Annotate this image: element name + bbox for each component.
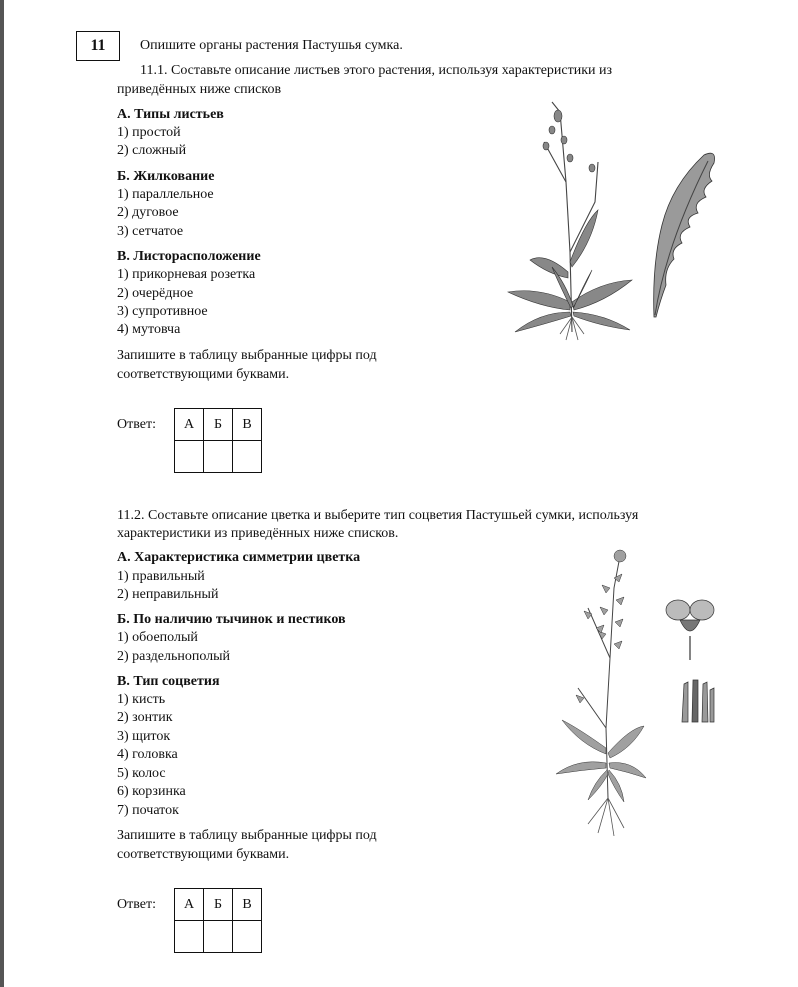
part2-intro-line2: характеристики из приведённых ниже списков.: [117, 526, 399, 541]
part2-group-a-heading: А. Характеристика симметрии цветка: [117, 550, 361, 565]
option-item: 2) зонтик: [117, 710, 173, 725]
task-title: Опишите органы растения Пастушья сумка.: [140, 38, 403, 53]
option-item: 1) кисть: [117, 692, 166, 707]
answer-header-a: А: [175, 409, 204, 441]
answer-cell-c[interactable]: [233, 921, 262, 953]
option-item: 2) сложный: [117, 143, 187, 158]
answer-label: Ответ:: [117, 417, 156, 432]
answer-header-c: В: [233, 889, 262, 921]
option-item: 5) колос: [117, 766, 166, 781]
answer-label: Ответ:: [117, 897, 156, 912]
flower-detail-illustration: [662, 596, 718, 662]
task-number: 11: [76, 31, 120, 61]
part1-group-c-heading: В. Листорасположение: [117, 249, 261, 264]
part1-instruction-line1: Запишите в таблицу выбранные цифры под: [117, 348, 377, 363]
option-item: 4) мутовча: [117, 322, 181, 337]
plant-illustration: [500, 102, 640, 342]
part1-instruction-line2: соответствующими буквами.: [117, 367, 290, 382]
part2-group-c-heading: В. Тип соцветия: [117, 674, 220, 689]
option-item: 2) раздельнополый: [117, 649, 231, 664]
answer-cell-a[interactable]: [175, 441, 204, 473]
option-item: 3) щиток: [117, 729, 171, 744]
option-item: 3) супротивное: [117, 304, 208, 319]
answer-cell-c[interactable]: [233, 441, 262, 473]
answer-header-b: Б: [204, 889, 233, 921]
answer-table-2: [174, 888, 262, 953]
option-item: 1) обоеполый: [117, 630, 198, 645]
answer-cell-b[interactable]: [204, 921, 233, 953]
part2-instruction-line1: Запишите в таблицу выбранные цифры под: [117, 828, 377, 843]
option-item: 1) прикорневая розетка: [117, 267, 256, 282]
option-item: 1) правильный: [117, 569, 205, 584]
page-edge: [0, 0, 4, 987]
option-item: 1) простой: [117, 125, 181, 140]
option-item: 2) дуговое: [117, 205, 179, 220]
option-item: 3) сетчатое: [117, 224, 184, 239]
option-item: 1) параллельное: [117, 187, 214, 202]
option-item: 2) очерёдное: [117, 286, 194, 301]
flowering-plant-illustration: [548, 548, 648, 838]
part1-group-b-heading: Б. Жилкование: [117, 169, 215, 184]
option-item: 6) корзинка: [117, 784, 186, 799]
leaf-illustration: [642, 145, 722, 320]
part2-group-b-heading: Б. По наличию тычинок и пестиков: [117, 612, 346, 627]
option-item: 4) головка: [117, 747, 178, 762]
stamens-detail-illustration: [676, 676, 716, 726]
option-item: 7) початок: [117, 803, 179, 818]
answer-cell-b[interactable]: [204, 441, 233, 473]
part1-group-a-heading: А. Типы листьев: [117, 107, 224, 122]
option-item: 2) неправильный: [117, 587, 219, 602]
answer-table-1: [174, 408, 262, 473]
part2-intro-line1: 11.2. Составьте описание цветка и выберите тип соцветия Пастушьей сумки, используя: [117, 508, 639, 523]
part2-instruction-line2: соответствующими буквами.: [117, 847, 290, 862]
answer-header-b: Б: [204, 409, 233, 441]
answer-header-a: А: [175, 889, 204, 921]
part1-intro-line1: 11.1. Составьте описание листьев этого растения, используя характеристики из: [140, 63, 613, 78]
answer-header-c: В: [233, 409, 262, 441]
part1-intro-line2: приведённых ниже списков: [117, 82, 282, 97]
answer-cell-a[interactable]: [175, 921, 204, 953]
